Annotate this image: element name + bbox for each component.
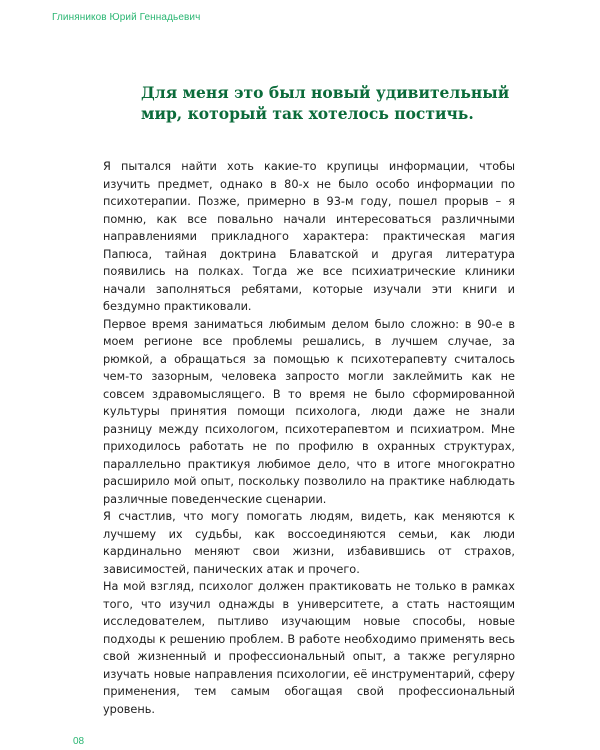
running-head: Глиняников Юрий Геннадьевич xyxy=(52,12,201,23)
pull-quote: Для меня это был новый удивительный мир, который так хотелось постичь. xyxy=(141,83,510,123)
paragraph: Я пытался найти хоть какие-то крупицы информации, чтобы изучить предмет, однако в 80-х не было особо информации по психотерапии. Позже, примерно в 93-м году, пошел прорыв – я помню, как все повально начали интересоваться различными направлениями прикладного характера: практическая магия Папюса, тайная доктрина Блаватской и другая литература появились на полках. Тогда же все психиатрические клиники начали заполняться ребятами, которые изучали эти книги и бездумно практиковали. xyxy=(103,160,515,313)
paragraph: Первое время заниматься любимым делом было сложно: в 90-е в моем регионе все проблемы решались, в лучшем случае, за рюмкой, а обращаться за помощью к психотерапевту считалось чем-то зазорным, человека запросто могли заклеймить как не совсем здравомыслящего. В то время не было сформированной культуры принятия помощи психолога, люди даже не знали разницу между психологом, психотерапевтом и психиатром. Мне приходилось работать не по профилю в охранных структурах, параллельно практикуя любимое дело, что в итоге многократно расширило мой опыт, поскольку позволило на практике наблюдать различные поведенческие сценарии. xyxy=(103,317,515,506)
paragraph: Я счастлив, что могу помогать людям, видеть, как меняются к лучшему их судьбы, как воссоединяются семьи, как люди кардинально меняют свои жизни, избавившись от страхов, зависимостей, панических атак и прочего. xyxy=(103,510,515,576)
page-number: 08 xyxy=(73,736,85,747)
body-text xyxy=(103,158,515,718)
paragraph: На мой взгляд, психолог должен практиковать не только в рамках того, что изучил однажды в университете, а стать настоящим исследователем, пытливо изучающим новые способы, новые подходы к решению проблем. В работе необходимо применять весь свой жизненный и профессиональный опыт, а также регулярно изучать новые направления психологии, её инструментарий, сферу применения, тем самым обогащая свой профессиональный уровень. xyxy=(103,580,515,716)
